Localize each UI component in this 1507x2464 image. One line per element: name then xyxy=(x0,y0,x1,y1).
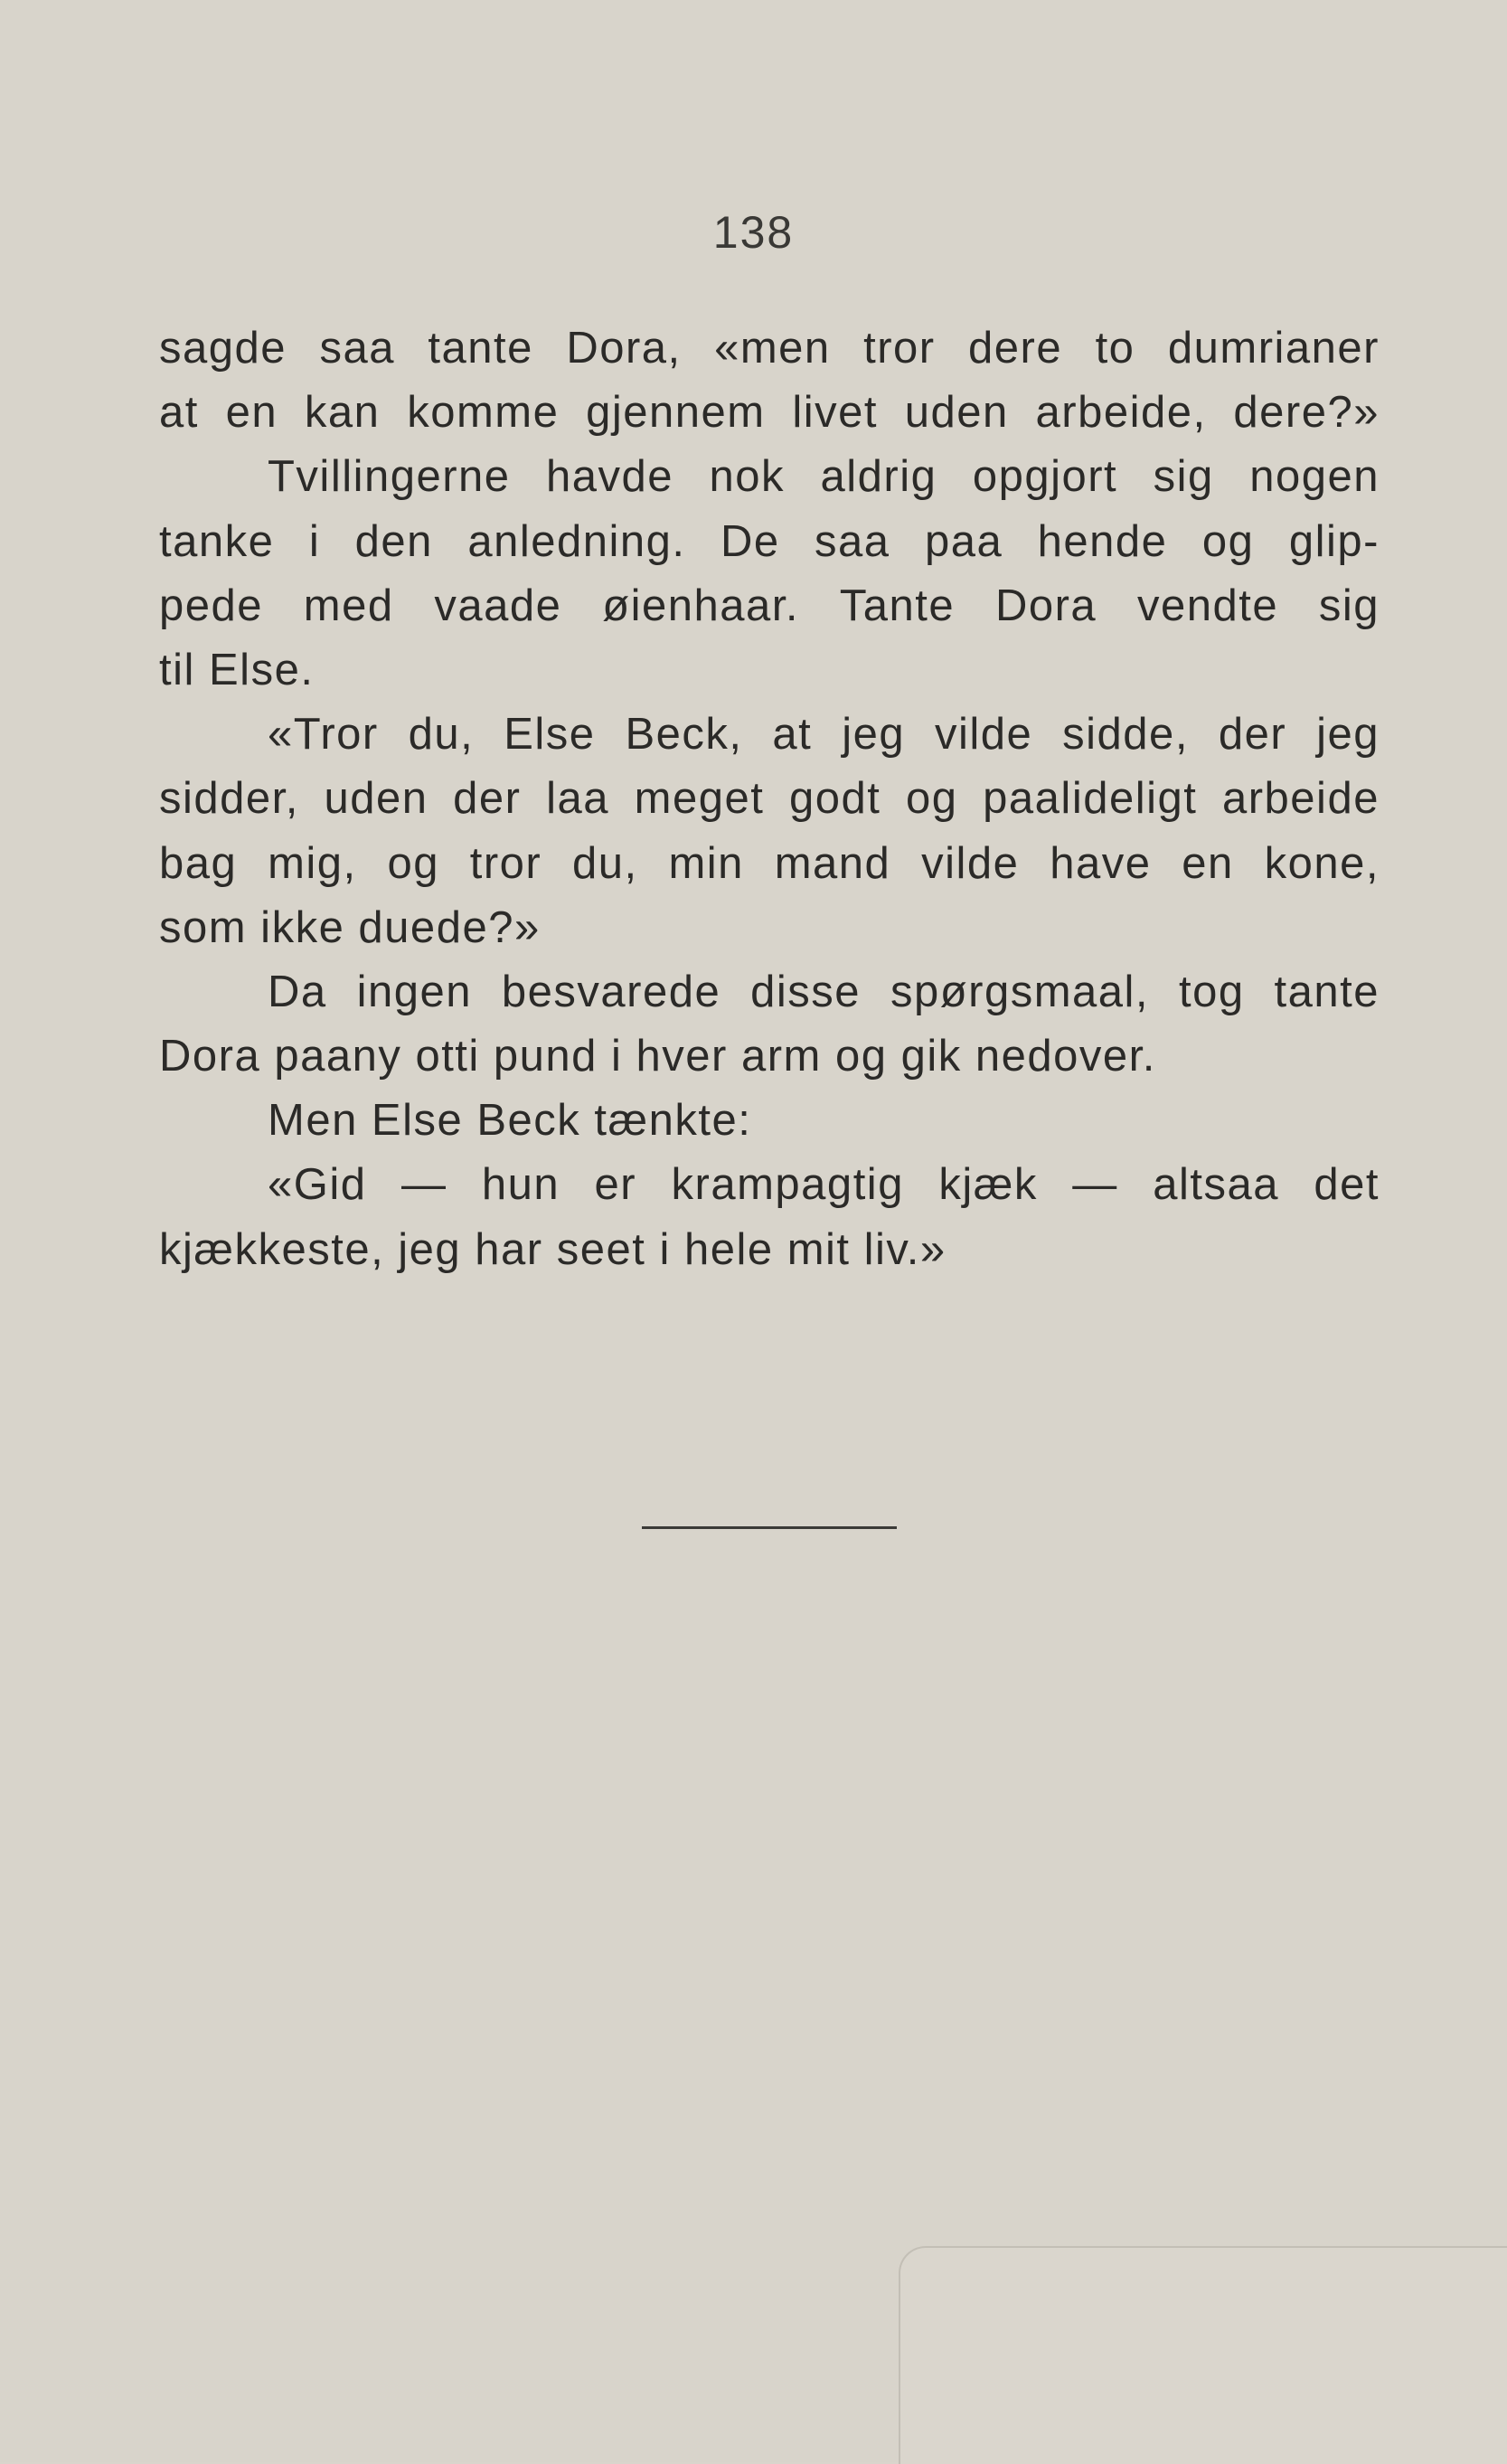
word: og xyxy=(1201,516,1255,566)
word: kan xyxy=(304,388,381,438)
page-edge-shadow xyxy=(899,2246,1507,2464)
word: meget xyxy=(634,774,765,824)
word: dere xyxy=(968,324,1063,373)
word: en xyxy=(225,388,278,438)
word: der xyxy=(453,774,522,824)
word: — xyxy=(400,1160,447,1210)
page-number: 138 xyxy=(712,207,795,258)
word: du, xyxy=(572,838,638,888)
word: med xyxy=(303,581,394,630)
word: tante xyxy=(428,324,533,373)
word: at xyxy=(159,388,199,438)
word: i xyxy=(308,516,321,566)
word: og xyxy=(387,838,439,888)
word: «Tror xyxy=(268,710,379,760)
word: nok xyxy=(709,452,786,502)
word: uden xyxy=(324,774,429,824)
word: saa xyxy=(319,324,395,373)
text-line xyxy=(159,1153,1380,1217)
word: vendte xyxy=(1136,581,1279,630)
word: kone, xyxy=(1264,838,1380,888)
word: paa xyxy=(924,516,1003,566)
text-line xyxy=(159,767,1380,831)
word: tante xyxy=(1274,967,1380,1016)
word: opgjort xyxy=(972,452,1118,502)
word: en xyxy=(1182,838,1234,888)
word: og xyxy=(906,774,958,824)
word: mand xyxy=(774,838,891,888)
word: to xyxy=(1095,324,1135,373)
word: komme xyxy=(407,388,560,438)
text-line xyxy=(159,703,1380,767)
word: at xyxy=(772,710,813,760)
text-line xyxy=(159,960,1380,1024)
word: dumrianer xyxy=(1167,324,1380,373)
word: anledning. xyxy=(467,516,686,566)
text-line: til Else. xyxy=(159,645,315,694)
word: pede xyxy=(159,581,264,630)
word: du, xyxy=(408,710,475,760)
word: uden xyxy=(904,388,1009,438)
word: jeg xyxy=(842,710,906,760)
word: mig, xyxy=(268,838,357,888)
word: krampagtig xyxy=(671,1160,904,1210)
word: «men xyxy=(714,324,831,373)
text-line xyxy=(159,445,1380,509)
word: Beck, xyxy=(625,710,743,760)
word: havde xyxy=(546,452,674,502)
text-line: kjækkeste, jeg har seet i hele mit liv.» xyxy=(159,1224,947,1274)
word: godt xyxy=(789,774,881,824)
word: laa xyxy=(546,774,610,824)
text-line: Men Else Beck tænkte: xyxy=(268,1096,752,1146)
word: saa xyxy=(815,516,890,566)
word: spørgsmaal, xyxy=(890,967,1150,1016)
word: tog xyxy=(1178,967,1245,1016)
word: vilde xyxy=(934,710,1033,760)
word: dere?» xyxy=(1233,388,1380,438)
word: den xyxy=(354,516,433,566)
word: paalideligt xyxy=(983,774,1198,824)
word: gjennem xyxy=(586,388,766,438)
word: glip- xyxy=(1288,516,1380,566)
word: sig xyxy=(1153,452,1214,502)
word: tanke xyxy=(159,516,275,566)
word: — xyxy=(1072,1160,1118,1210)
word: disse xyxy=(750,967,862,1016)
section-divider xyxy=(642,1526,897,1529)
word: nogen xyxy=(1249,452,1380,502)
word: aldrig xyxy=(820,452,937,502)
word: kjæk xyxy=(938,1160,1038,1210)
text-line: Dora paany otti pund i hver arm og gik nedover. xyxy=(159,1032,1156,1081)
word: Dora, xyxy=(566,324,682,373)
word: det xyxy=(1314,1160,1380,1210)
word: Tante xyxy=(839,581,956,630)
word: vilde xyxy=(921,838,1020,888)
word: sagde xyxy=(159,324,287,373)
body-text xyxy=(159,316,1380,1282)
word: hende xyxy=(1037,516,1168,566)
word: min xyxy=(668,838,744,888)
text-line xyxy=(159,574,1380,638)
word: livet xyxy=(792,388,878,438)
text-line xyxy=(159,510,1380,574)
word: Da xyxy=(268,967,327,1016)
word: altsaa xyxy=(1153,1160,1279,1210)
word: ingen xyxy=(356,967,472,1016)
word: besvarede xyxy=(501,967,721,1016)
word: De xyxy=(720,516,780,566)
text-line xyxy=(159,381,1380,445)
word: Tvillingerne xyxy=(268,452,511,502)
word: sig xyxy=(1318,581,1380,630)
word: der xyxy=(1218,710,1287,760)
word: bag xyxy=(159,838,238,888)
word: tror xyxy=(863,324,936,373)
word: «Gid xyxy=(268,1160,367,1210)
text-line xyxy=(159,316,1380,381)
word: arbeide xyxy=(1221,774,1380,824)
word: øienhaar. xyxy=(602,581,800,630)
word: tror xyxy=(469,838,542,888)
word: sidde, xyxy=(1062,710,1189,760)
word: hun xyxy=(481,1160,560,1210)
text-line: som ikke duede?» xyxy=(159,902,541,952)
word: er xyxy=(594,1160,637,1210)
word: sidder, xyxy=(159,774,299,824)
word: Dora xyxy=(994,581,1097,630)
word: jeg xyxy=(1316,710,1380,760)
word: vaade xyxy=(434,581,562,630)
word: arbeide, xyxy=(1035,388,1207,438)
text-line xyxy=(159,832,1380,896)
word: have xyxy=(1050,838,1152,888)
word: Else xyxy=(504,710,596,760)
